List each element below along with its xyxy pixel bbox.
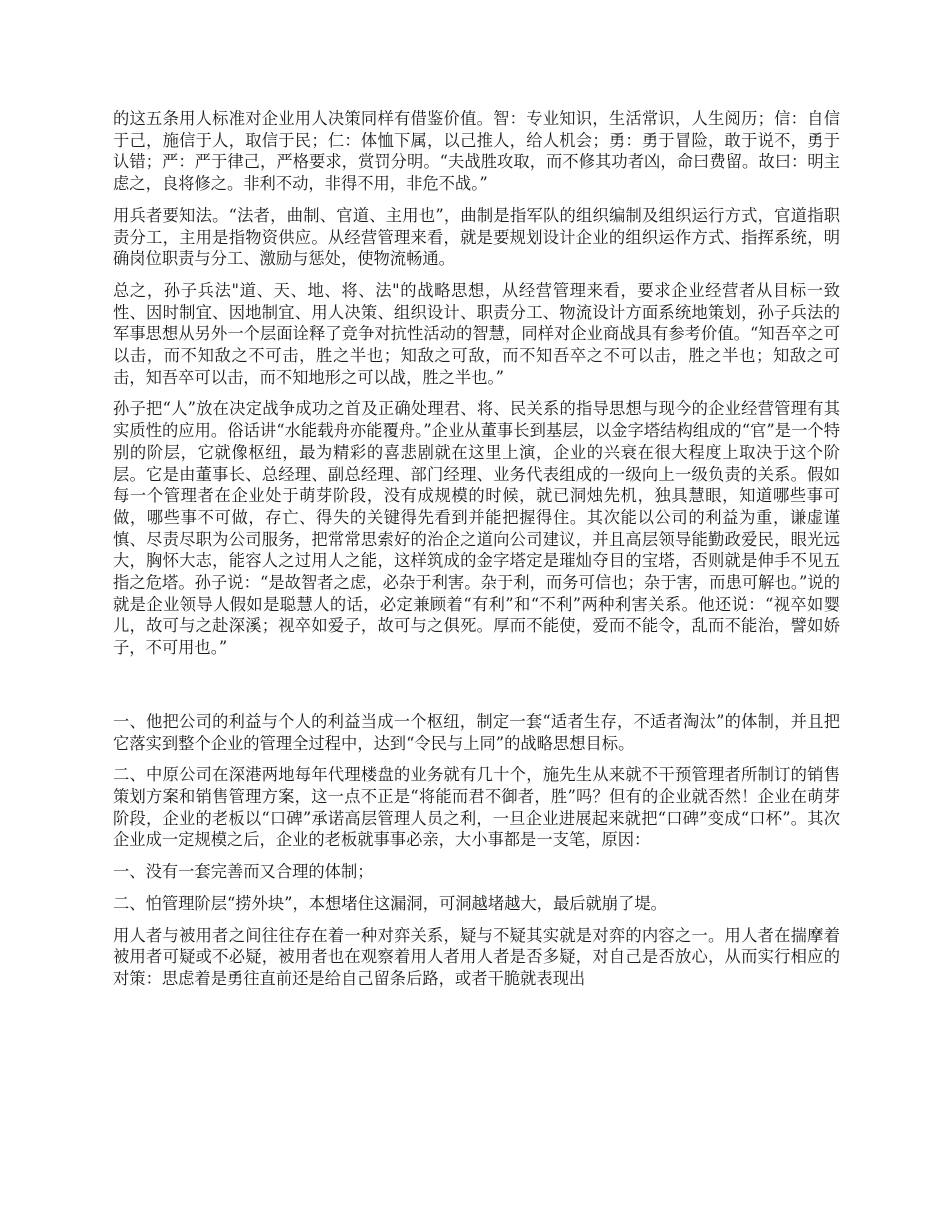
paragraph-trust-game: 用人者与被用者之间往往存在着一种对弈关系，疑与不疑其实就是对弈的内容之一。用人者在揣摩着被用者可疑或不必疑，被用者也在观察着用人者用人者是否多疑，对自己是否放心，从而实行相应的对策：思虑着是勇往直前还是给自己留条后路，或者干脆就表现出: [113, 925, 840, 988]
paragraph-reason-two: 二、怕管理阶层“捞外块”，本想堵住这漏洞，可洞越堵越大，最后就崩了堤。: [113, 893, 667, 913]
paragraph-people-first: 孙子把“人”放在决定战争成功之首及正确处理君、将、民关系的指导思想与现今的企业经营管理有其实质性的应用。俗话讲“水能载舟亦能覆舟。”企业从董事长到基层，以金字塔结构组成的“官”是一个特别的阶层，它就像枢纽，最为精彩的喜悲剧就在这里上演，企业的兴衰在很大程度上取决于这个阶层。它是由董事长、总经理、副总经理、部门经理、业务代表组成的一级向上一级负责的关系。假如每一个管理者在企业处于萌芽阶段，没有成规模的时候，就已洞烛先机，独具慧眼，知道哪些事可做，哪些事不可做，存亡、得失的关键得先看到并能把握得住。其次能以公司的利益为重，谦虚谨慎、尽责尽职为公司服务，把常常思索好的治企之道向公司建议，并且高层领导能勤政爱民，眼光远大，胸怀大志，能容人之过用人之能，这样筑成的金字塔定是璀灿夺目的宝塔，否则就是伸手不见五指之危塔。孙子说：“是故智者之虑，必杂于利害。杂于利，而务可信也；杂于害，而患可解也。”说的就是企业领导人假如是聪慧人的话，必定兼顾着“有利”和“不利”两种利害关系。他还说：“视卒如婴儿，故可与之赴深溪；视卒如爱子，故可与之俱死。厚而不能使，爱而不能令，乱而不能治，譬如娇子，不可用也。”: [113, 399, 840, 658]
paragraph-summary: 总之，孙子兵法"道、天、地、将、法"的战略思想，从经营管理来看，要求企业经营者从目标一致性、因时制宜、因地制宜、用人决策、组织设计、职责分工、物流设计方面系统地策划，孙子兵法的军事思想从另外一个层面诠释了竞争对抗性活动的智慧，同样对企业商战具有参考价值。“知吾卒之可以击，而不知敌之不可击，胜之半也；知敌之可敌，而不知吾卒之不可以击，胜之半也；知敌之可击，知吾卒可以击，而不知地形之可以战，胜之半也。”: [113, 280, 840, 387]
paragraph-five-standards: 的这五条用人标准对企业用人决策同样有借鉴价值。智：专业知识，生活常识，人生阅历；信：自信于己，施信于人，取信于民；仁：体恤下属，以己推人，给人机会；勇：勇于冒险，敢于说不，勇于认错；严：严于律己，严格要求，赏罚分明。“夫战胜攻取，而不修其功者凶，命曰费留。故曰：明主虑之，良将修之。非利不动，非得不用，非危不战。”: [113, 109, 840, 194]
document-body: [113, 108, 840, 1000]
paragraph-know-law: 用兵者要知法。“法者，曲制、官道、主用也”，曲制是指军队的组织编制及组织运行方式，官道指职责分工，主用是指物资供应。从经营管理来看，就是要规划设计企业的组织运作方式、指挥系统，明确岗位职责与分工、激励与惩处，使物流畅通。: [113, 205, 840, 269]
paragraph-reason-one: 一、没有一套完善而又合理的体制；: [113, 862, 374, 882]
paragraph-point-one: 一、他把公司的利益与个人的利益当成一个枢纽，制定一套“适者生存，不适者淘汰”的体制，并且把它落实到整个企业的管理全过程中，达到“令民与上同”的战略思想目标。: [113, 711, 840, 753]
paragraph-point-two: 二、中原公司在深港两地每年代理楼盘的业务就有几十个，施先生从来就不干预管理者所制订的销售策划方案和销售管理方案，这一点不正是“将能而君不御者，胜”吗？但有的企业就否然！企业在萌芽阶段，企业的老板以“口碑”承诺高层管理人员之利，一旦企业进展起来就把“口碑”变成“口杯”。其次企业成一定规模之后，企业的老板就事事必亲，大小事都是一支笔，原因：: [113, 765, 840, 850]
